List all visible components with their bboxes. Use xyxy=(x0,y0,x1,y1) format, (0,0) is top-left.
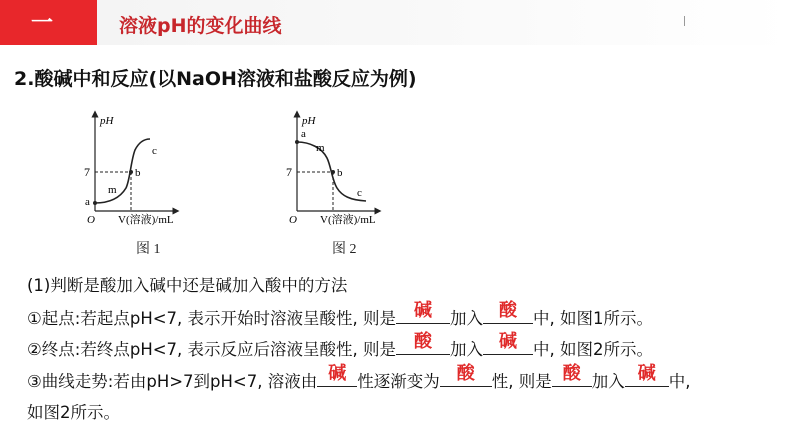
point-a xyxy=(295,140,299,144)
line-text: 加入 xyxy=(450,309,484,328)
point-b xyxy=(129,170,133,174)
header-divider xyxy=(684,16,685,26)
origin-label: O xyxy=(289,214,297,226)
answer-text: 碱 xyxy=(328,363,347,384)
origin-label: O xyxy=(87,214,95,226)
header-title: 溶液pH的变化曲线 xyxy=(119,15,282,37)
figure-1-caption: 图 1 xyxy=(136,242,161,257)
end-point-line xyxy=(27,331,654,360)
answer-blank xyxy=(317,363,357,387)
line-text: 性逐渐变为 xyxy=(357,372,440,391)
answer-text: 碱 xyxy=(414,300,433,321)
point-b-label: b xyxy=(135,167,141,179)
line-text: 中, xyxy=(668,372,691,391)
figure-2-caption: 图 2 xyxy=(332,242,357,257)
figure-reference-line: 如图2所示。 xyxy=(27,403,120,422)
line-text: 性, 则是 xyxy=(491,372,552,391)
answer-blank xyxy=(483,331,533,355)
answer-text: 酸 xyxy=(414,331,433,352)
point-b xyxy=(331,170,335,174)
answer-blank xyxy=(625,363,669,387)
answer-blank xyxy=(396,331,450,355)
figure-1-graph xyxy=(78,108,228,228)
start-point-line xyxy=(27,300,654,329)
section-number-badge xyxy=(0,0,97,45)
method-heading: (1)判断是酸加入碱中还是碱加入酸中的方法 xyxy=(27,276,348,295)
answer-text: 酸 xyxy=(562,363,581,384)
point-a xyxy=(93,201,97,205)
section-title: 2.酸碱中和反应(以NaOH溶液和盐酸反应为例) xyxy=(14,68,417,90)
section-number: 一 xyxy=(31,11,54,36)
x-axis-label: V(溶液)/mL xyxy=(320,214,376,226)
answer-blank xyxy=(483,300,533,324)
header-bar xyxy=(97,0,794,45)
line-text: ③曲线走势:若由pH>7到pH<7, 溶液由 xyxy=(27,372,318,391)
figure-2-graph xyxy=(280,108,430,228)
line-text: 加入 xyxy=(591,372,625,391)
line-text: ②终点:若终点pH<7, 表示反应后溶液呈酸性, 则是 xyxy=(27,340,397,359)
line-text: 中, 如图1所示。 xyxy=(533,309,654,328)
point-m-label: m xyxy=(316,142,325,154)
answer-text: 碱 xyxy=(499,331,518,352)
line-text: 加入 xyxy=(450,340,484,359)
answer-text: 碱 xyxy=(637,363,656,384)
answer-text: 酸 xyxy=(499,300,518,321)
curve-trend-line xyxy=(27,363,691,392)
point-c-label: c xyxy=(152,145,157,157)
x-axis-label: V(溶液)/mL xyxy=(118,214,174,226)
y-axis-label: pH xyxy=(302,115,316,127)
y-axis-label: pH xyxy=(100,115,114,127)
ph7-label: 7 xyxy=(286,165,292,179)
answer-blank xyxy=(552,363,592,387)
answer-blank xyxy=(396,300,450,324)
answer-text: 酸 xyxy=(456,363,475,384)
point-c-label: c xyxy=(357,187,362,199)
ph-curve xyxy=(95,139,150,203)
point-m-label: m xyxy=(108,184,117,196)
answer-blank xyxy=(440,363,492,387)
line-text: ①起点:若起点pH<7, 表示开始时溶液呈酸性, 则是 xyxy=(27,309,397,328)
line-text: 中, 如图2所示。 xyxy=(533,340,654,359)
point-a-label: a xyxy=(301,128,306,140)
point-b-label: b xyxy=(337,167,343,179)
ph7-label: 7 xyxy=(84,165,90,179)
point-a-label: a xyxy=(85,196,90,208)
